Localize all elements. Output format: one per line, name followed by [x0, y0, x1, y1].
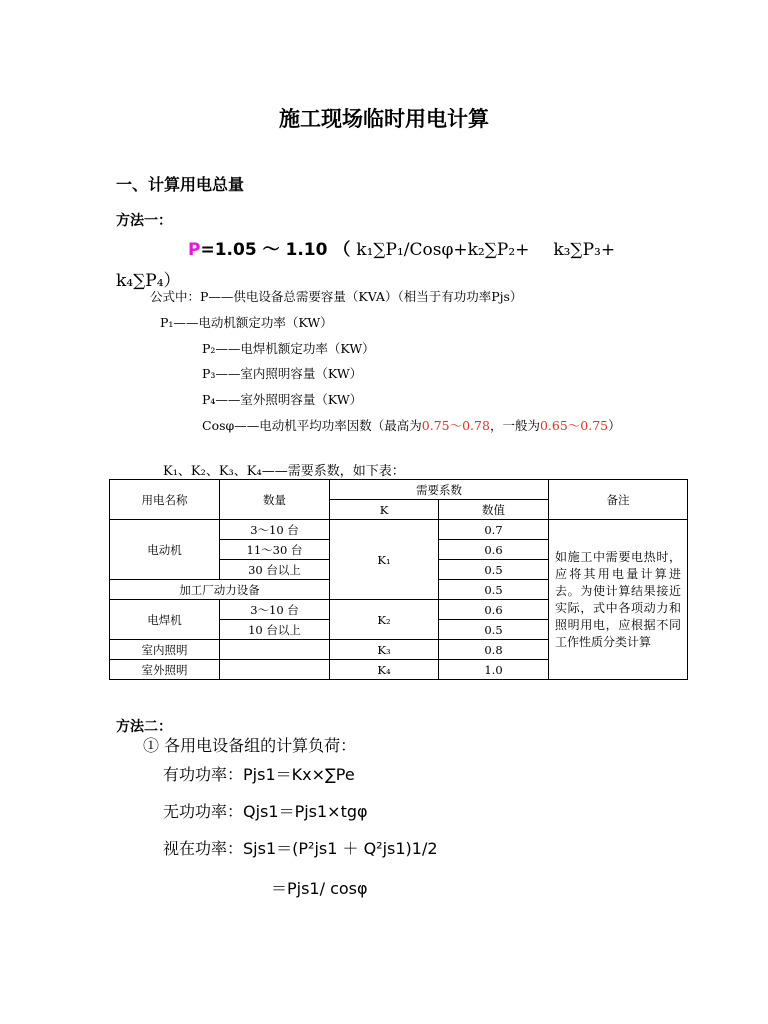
active-power-line [163, 762, 355, 785]
page-title: 施工现场临时用电计算 [279, 107, 489, 131]
cell-factory: 加工厂动力设备 [110, 580, 330, 600]
cos-max-range: 0.75～0.78 [421, 418, 490, 433]
apparent-power-alt-formula: ＝Pjs1/ cosφ [271, 879, 368, 898]
cell-qty: 3～10 台 [220, 520, 330, 540]
cell-value: 0.8 [439, 640, 549, 660]
cos-suffix: ） [608, 418, 621, 433]
cell-outdoor: 室外照明 [110, 660, 220, 680]
def-line-p4: P₄——室外照明容量（KW） [202, 392, 363, 407]
cell-value: 0.6 [439, 600, 549, 620]
cell-value: 0.5 [439, 620, 549, 640]
cell-motor: 电动机 [110, 520, 220, 580]
cos-mid: ，一般为 [489, 418, 540, 433]
cell-note: 如施工中需要电热时，应将其用电量计算进去。为使计算结果接近实际，式中各项动力和照明用电，应根据不同工作性质分类计算 [549, 520, 688, 680]
cell-qty: 30 台以上 [220, 560, 330, 580]
header-value: 数值 [439, 500, 549, 520]
def-line-p1: P₁——电动机额定功率（KW） [160, 315, 333, 330]
header-coefficient: 需要系数 [330, 480, 549, 500]
reactive-power-formula: Qjs1＝Pjs1×tgφ [243, 802, 368, 821]
cell-k3: K₃ [330, 640, 439, 660]
reactive-power-line [163, 799, 368, 822]
table-caption: K₁、K₂、K₃、K₄——需要系数，如下表： [163, 464, 405, 479]
def-line-p: 公式中：P——供电设备总需要容量（KVA）（相当于有功功率Pjs） [150, 289, 523, 304]
header-note: 备注 [549, 480, 688, 520]
cell-value: 1.0 [439, 660, 549, 680]
header-k: K [330, 500, 439, 520]
cell-k2: K₂ [330, 600, 439, 640]
cell-k4: K₄ [330, 660, 439, 680]
formula-coefficient: =1.05 ～ 1.10 （ [200, 240, 351, 260]
active-power-formula: Pjs1＝Kx×∑Pe [243, 765, 355, 784]
formula-p: P [188, 240, 201, 260]
active-power-label: 有功功率： [163, 765, 244, 784]
cos-prefix: Cosφ——电动机平均功率因数（最高为 [202, 418, 422, 433]
cell-value: 0.5 [439, 580, 549, 600]
cell-k1: K₁ [330, 520, 439, 600]
cell-qty: 3～10 台 [220, 600, 330, 620]
coefficient-table [109, 479, 688, 680]
cell-empty [220, 660, 330, 680]
method-2-label: 方法二： [116, 719, 172, 735]
cell-welder: 电焊机 [110, 600, 220, 640]
def-line-cos [202, 416, 621, 434]
apparent-power-formula: Sjs1＝(P²js1 ＋ Q²js1)1/2 [243, 839, 438, 858]
def-line-p3: P₃——室内照明容量（KW） [202, 366, 363, 381]
formula-term-2: k₃∑P₃+ [553, 240, 616, 260]
apparent-power-line [163, 836, 438, 859]
def-line-p2: P₂——电焊机额定功率（KW） [202, 341, 375, 356]
method-1-label: 方法一： [116, 213, 172, 229]
reactive-power-label: 无功功率： [163, 802, 244, 821]
cell-value: 0.5 [439, 560, 549, 580]
apparent-power-label: 视在功率： [163, 839, 244, 858]
cell-qty: 11～30 台 [220, 540, 330, 560]
cell-empty [220, 640, 330, 660]
cell-value: 0.6 [439, 540, 549, 560]
cell-value: 0.7 [439, 520, 549, 540]
formula-term-1: k₁∑P₁/Cosφ+k₂∑P₂+ [356, 240, 530, 260]
cell-indoor: 室内照明 [110, 640, 220, 660]
cos-typical-range: 0.65～0.75 [539, 418, 609, 433]
method-2-subheading: ① 各用电设备组的计算负荷： [143, 736, 357, 755]
section-heading-1: 一、计算用电总量 [116, 175, 245, 194]
header-quantity: 数量 [220, 480, 330, 520]
header-name: 用电名称 [110, 480, 220, 520]
formula-line-1 [188, 235, 615, 260]
cell-qty: 10 台以上 [220, 620, 330, 640]
formula-term-3: k₄∑P₄） [116, 271, 181, 291]
